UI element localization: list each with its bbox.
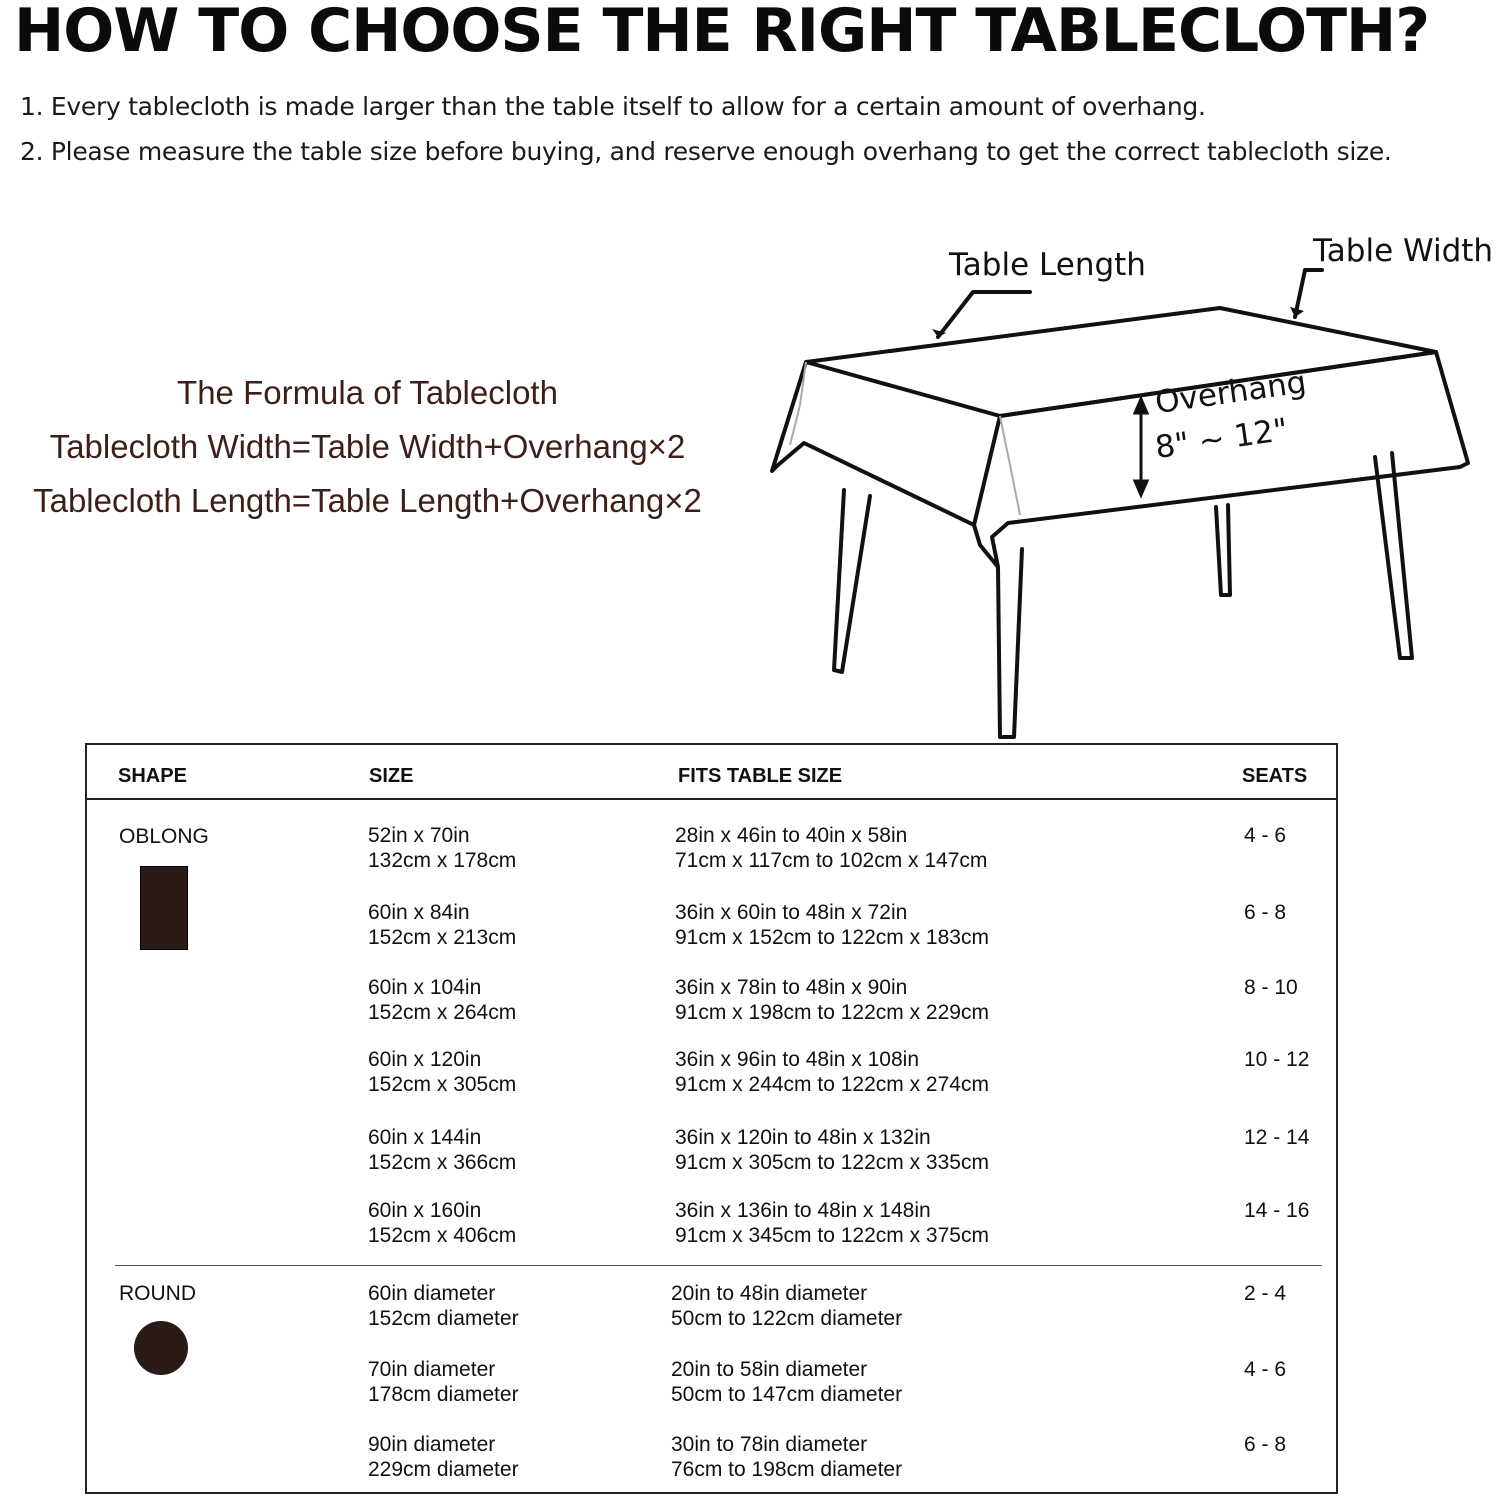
size-in: 60in diameter (368, 1282, 496, 1305)
overhang-range-label: 8" ~ 12" (1152, 411, 1291, 466)
seats: 10 - 12 (1244, 1048, 1310, 1071)
table-row (87, 1357, 1336, 1417)
size-cm: 152cm x 305cm (368, 1073, 517, 1096)
seats: 6 - 8 (1244, 901, 1287, 924)
size-cm: 152cm diameter (368, 1307, 519, 1330)
fits-cm: 91cm x 244cm to 122cm x 274cm (675, 1073, 989, 1096)
header-fits-table-size: FITS TABLE SIZE (678, 765, 843, 787)
size-in: 60in x 120in (368, 1048, 482, 1071)
size-chart-table (85, 743, 1338, 1494)
formula-block (0, 366, 735, 528)
note-measure-advice: 2. Please measure the table size before buying, and reserve enough overhang to get the correct tablecloth size. (20, 137, 1392, 166)
table-row (87, 1432, 1336, 1492)
fits-in: 30in to 78in diameter (671, 1433, 868, 1456)
note-overhang-explanation: 1. Every tablecloth is made larger than the table itself to allow for a certain amount of overhang. (20, 92, 1206, 121)
fits-in: 36in x 96in to 48in x 108in (675, 1048, 920, 1071)
table-length-label: Table Length (949, 247, 1146, 283)
size-in: 90in diameter (368, 1433, 496, 1456)
table-row (87, 823, 1336, 883)
fits-cm: 50cm to 147cm diameter (671, 1383, 903, 1406)
size-in: 60in x 144in (368, 1126, 482, 1149)
size-in: 52in x 70in (368, 824, 470, 847)
table-header-row (87, 745, 1336, 800)
table-row (87, 1281, 1336, 1341)
tablecloth-diagram (760, 225, 1500, 750)
header-shape: SHAPE (118, 765, 187, 787)
fits-in: 36in x 60in to 48in x 72in (675, 901, 908, 924)
table-row (87, 1198, 1336, 1258)
seats: 6 - 8 (1244, 1433, 1287, 1456)
size-cm: 152cm x 213cm (368, 926, 517, 949)
size-cm: 178cm diameter (368, 1383, 519, 1406)
fits-cm: 71cm x 117cm to 102cm x 147cm (675, 849, 988, 872)
seats: 14 - 16 (1244, 1199, 1310, 1222)
table-row (87, 900, 1336, 960)
formula-width: Tablecloth Width=Table Width+Overhang×2 (49, 428, 686, 465)
size-cm: 152cm x 366cm (368, 1151, 517, 1174)
fits-in: 20in to 58in diameter (671, 1358, 868, 1381)
table-illustration (760, 225, 1500, 750)
seats: 4 - 6 (1244, 1358, 1287, 1381)
fits-in: 36in x 78in to 48in x 90in (675, 976, 908, 999)
oblong-label: OBLONG (119, 825, 209, 848)
fits-in: 20in to 48in diameter (671, 1282, 868, 1305)
table-row (87, 1125, 1336, 1185)
fits-cm: 76cm to 198cm diameter (671, 1458, 903, 1481)
fits-in: 28in x 46in to 40in x 58in (675, 824, 908, 847)
seats: 12 - 14 (1244, 1126, 1310, 1149)
round-label: ROUND (119, 1282, 196, 1305)
fits-in: 36in x 120in to 48in x 132in (675, 1126, 931, 1149)
size-in: 70in diameter (368, 1358, 496, 1381)
group-divider (115, 1265, 1322, 1266)
size-in: 60in x 84in (368, 901, 470, 924)
table-row (87, 1047, 1336, 1107)
size-cm: 152cm x 264cm (368, 1001, 517, 1024)
seats: 2 - 4 (1244, 1282, 1287, 1305)
fits-cm: 50cm to 122cm diameter (671, 1307, 903, 1330)
fits-cm: 91cm x 198cm to 122cm x 229cm (675, 1001, 989, 1024)
formula-heading: The Formula of Tablecloth (177, 374, 558, 411)
size-in: 60in x 160in (368, 1199, 482, 1222)
seats: 8 - 10 (1244, 976, 1298, 999)
size-cm: 152cm x 406cm (368, 1224, 517, 1247)
formula-length: Tablecloth Length=Table Length+Overhang×2 (33, 482, 702, 519)
header-seats: SEATS (1242, 765, 1308, 787)
size-cm: 229cm diameter (368, 1458, 519, 1481)
table-width-label: Table Width (1313, 233, 1494, 269)
fits-cm: 91cm x 305cm to 122cm x 335cm (675, 1151, 989, 1174)
fits-cm: 91cm x 345cm to 122cm x 375cm (675, 1224, 989, 1247)
table-row (87, 975, 1336, 1035)
header-size: SIZE (369, 765, 414, 787)
size-in: 60in x 104in (368, 976, 482, 999)
overhang-label: Overhang (1152, 364, 1309, 421)
page-title: HOW TO CHOOSE THE RIGHT TABLECLOTH? (14, 0, 1430, 66)
seats: 4 - 6 (1244, 824, 1287, 847)
fits-in: 36in x 136in to 48in x 148in (675, 1199, 931, 1222)
size-cm: 132cm x 178cm (368, 849, 517, 872)
fits-cm: 91cm x 152cm to 122cm x 183cm (675, 926, 989, 949)
